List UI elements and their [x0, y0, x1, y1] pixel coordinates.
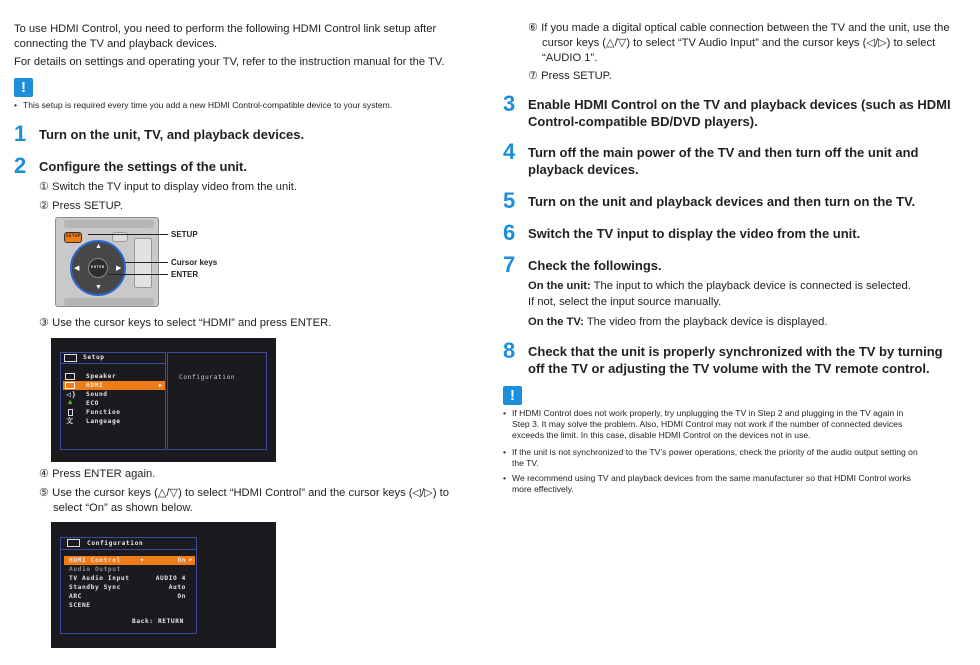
config-row-tv-audio-input[interactable]: TV Audio Input AUDIO 4 — [69, 575, 186, 582]
config-row-standby-sync[interactable]: Standby Sync Auto — [69, 584, 186, 591]
step-4-title-line-2: playback devices. — [528, 162, 639, 177]
sound-icon: ◁) — [66, 390, 77, 399]
note-2-line-2: the TV. — [512, 458, 539, 468]
setup-header-icon — [64, 354, 77, 362]
step-6-title: Switch the TV input to display the video from the unit. — [528, 226, 861, 241]
step-2-sub-6-line-2: cursor keys (△/▽) to select “TV Audio Input” and the cursor keys (◁/▷) to select — [542, 37, 936, 49]
hdmi-arrow-icon: ▶ — [158, 382, 163, 389]
intro-line-1: To use HDMI Control, you need to perform the following HDMI Control link setup after — [14, 23, 437, 35]
setup-item-speaker[interactable]: Speaker — [63, 372, 165, 381]
speaker-icon — [65, 373, 75, 380]
remote-bottom-buttons — [64, 298, 154, 306]
config-header-icon — [67, 539, 80, 547]
note-1-line-1: If HDMI Control does not work properly, try unplugging the TV in Step 2 and plugging in the TV again in — [512, 408, 904, 418]
intro-line-2: connecting the TV and playback devices. — [14, 38, 218, 50]
setup-item-language[interactable]: 文 Language — [66, 417, 121, 425]
note-2-line-1: If the unit is not synchronized to the TV’s power operations, check the priority of the audio output setting on — [512, 447, 918, 457]
step-2-sub-5-line-1: ⑤ Use the cursor keys (△/▽) to select “HDMI Control” and the cursor keys (◁/▷) to — [39, 487, 450, 499]
step-2-sub-6-line-1: ⑥ If you made a digital optical cable connection between the TV and the unit, use the — [528, 22, 950, 34]
note-1-line-3: exceeds the limit. In this case, disable HDMI Control on the devices not in use. — [512, 430, 811, 440]
bullet: • — [503, 408, 507, 418]
step-2-sub-5-line-2: select “On” as shown below. — [53, 502, 193, 514]
setup-right-panel-label: Configuration — [179, 374, 236, 381]
step-3-number: 3 — [503, 91, 516, 116]
setup-item-sound[interactable]: ◁) Sound — [66, 390, 108, 399]
setup-item-hdmi[interactable]: HDMI ▶ — [63, 381, 165, 390]
note-3-line-1: We recommend using TV and playback devices from the same manufacturer so that HDMI Control works — [512, 473, 911, 483]
setup-item-eco[interactable]: ♣ ECO — [68, 399, 99, 407]
language-icon: 文 — [66, 417, 74, 425]
step-6-number: 6 — [503, 220, 516, 245]
step-2-number: 2 — [14, 153, 27, 178]
config-row-arc[interactable]: ARC On — [69, 593, 186, 600]
note-top — [14, 100, 474, 111]
enter-callout-label: ENTER — [171, 270, 199, 279]
step-2-sub-2: ② Press SETUP. — [39, 200, 123, 212]
step-5-title: Turn on the unit and playback devices and then turn on the TV. — [528, 194, 916, 209]
step-8-number: 8 — [503, 338, 516, 363]
step-4-number: 4 — [503, 139, 516, 164]
cursor-callout-line — [125, 262, 168, 263]
remote-down-arrow-icon: ▼ — [95, 284, 102, 291]
step-2-sub-7: ⑦ Press SETUP. — [528, 70, 612, 82]
bullet: • — [503, 473, 507, 483]
config-row-scene[interactable]: SCENE — [69, 602, 91, 609]
step-2-title: Configure the settings of the unit. — [39, 159, 247, 174]
step-2-sub-6-line-3: “AUDIO 1”. — [542, 52, 598, 64]
bullet: • — [503, 447, 507, 457]
config-menu-screen — [51, 522, 276, 648]
step-7-tv-label: On the TV: — [528, 316, 584, 328]
step-7-tv-line — [528, 315, 828, 330]
step-2-sub-1: ① Switch the TV input to display video from the unit. — [39, 181, 297, 193]
hdmi-icon — [65, 382, 75, 389]
remote-up-arrow-icon: ▲ — [95, 243, 102, 250]
bullet: • — [14, 100, 18, 110]
note-top-text: This setup is required every time you add a new HDMI Control-compatible device to your system. — [23, 100, 393, 110]
remote-left-arrow-icon: ◀ — [74, 265, 80, 272]
note-3 — [503, 473, 963, 495]
remote-right-arrow-icon: ▶ — [116, 265, 122, 272]
step-8-title-line-1: Check that the unit is properly synchronized with the TV by turning — [528, 344, 943, 359]
setup-callout-label: SETUP — [171, 230, 198, 239]
intro-line-3: For details on settings and operating your TV, refer to the instruction manual for the TV. — [14, 56, 445, 68]
config-left-arrow-icon: ◀ — [140, 557, 144, 563]
step-2-sub-4: ④ Press ENTER again. — [39, 468, 156, 480]
step-7-tv-text: The video from the playback device is displayed. — [583, 316, 828, 328]
note-1-line-2: Step 3. It may solve the problem. Also, HDMI Control may not work if the number of connected devices — [512, 419, 903, 429]
config-footer: Back: RETURN — [132, 618, 184, 625]
step-7-unit-line-2: If not, select the input source manually. — [528, 296, 722, 308]
config-menu-header: Configuration — [61, 538, 196, 550]
remote-side-panel — [134, 238, 152, 288]
step-7-unit-label: On the unit: — [528, 280, 591, 292]
step-5-number: 5 — [503, 188, 516, 213]
step-3-title-line-2: Control-compatible BD/DVD players). — [528, 114, 758, 129]
remote-top-buttons — [64, 220, 154, 228]
step-1-title: Turn on the unit, TV, and playback devices. — [39, 127, 305, 142]
note-3-line-2: more effectively. — [512, 484, 574, 494]
step-7-unit-line-1 — [528, 279, 911, 294]
step-3-title-line-1: Enable HDMI Control on the TV and playback devices (such as HDMI — [528, 97, 951, 112]
setup-right-panel — [167, 352, 267, 450]
setup-callout-line — [88, 234, 168, 235]
note-1 — [503, 408, 963, 441]
setup-menu-screen — [51, 338, 276, 462]
remote-setup-button: SETUP — [64, 232, 82, 243]
config-right-arrow-icon: ▶ — [189, 557, 193, 563]
note-2 — [503, 447, 963, 469]
config-row-hdmi-control[interactable]: HDMI Control ◀ On ▶ — [64, 556, 195, 565]
setup-item-function[interactable]: Function — [63, 408, 165, 417]
warning-icon-notes: ! — [503, 386, 522, 405]
step-7-title: Check the followings. — [528, 258, 662, 273]
step-4-title-line-1: Turn off the main power of the TV and then turn off the unit and — [528, 145, 919, 160]
step-7-number: 7 — [503, 252, 516, 277]
setup-menu-header: Setup — [61, 353, 165, 364]
step-8-title-line-2: off the TV or adjusting the TV volume with the TV remote control. — [528, 361, 930, 376]
config-row-audio-output[interactable]: Audio Output — [69, 566, 121, 573]
warning-icon: ! — [14, 78, 33, 97]
step-7-unit-text: The input to which the playback device is connected is selected. — [590, 280, 911, 292]
step-2-sub-3: ③ Use the cursor keys to select “HDMI” and press ENTER. — [39, 317, 332, 329]
step-1-number: 1 — [14, 121, 27, 146]
eco-icon: ♣ — [68, 399, 73, 407]
cursor-callout-label: Cursor keys — [171, 258, 218, 267]
remote-enter-button: ENTER — [88, 258, 108, 278]
enter-callout-line — [108, 274, 168, 275]
function-icon — [68, 409, 73, 416]
